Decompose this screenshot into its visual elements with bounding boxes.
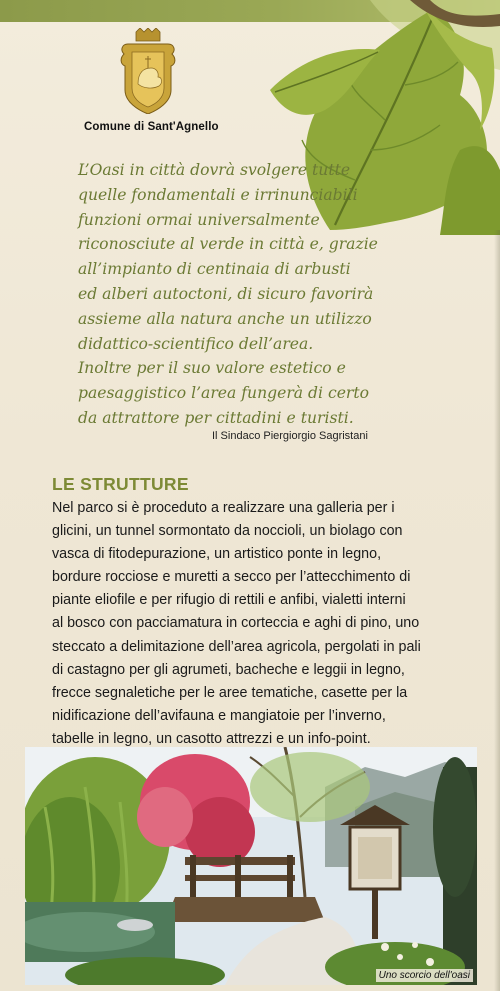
paragraph-line: Nel parco si è proceduto a realizzare una galleria per i — [52, 500, 395, 516]
paragraph-line: glicini, un tunnel sormontato da noccioli, un biolago con — [52, 523, 403, 540]
paragraph-line: nidificazione dell’avifauna e mangiatoie per l’inverno, — [52, 707, 386, 724]
page-edge-shadow — [494, 230, 500, 991]
quote-line: Inoltre per il suo valore estetico e — [78, 359, 346, 378]
quote-line: quelle fondamentali e irrinunciabili — [78, 185, 358, 204]
quote-line: riconosciute al verde in città e, grazie — [78, 235, 378, 254]
mayor-quote — [78, 158, 408, 431]
paragraph-line: al bosco con pacciamatura in corteccia e aghi di pino, uno — [52, 615, 420, 632]
park-scene-image — [25, 747, 477, 985]
paragraph-line: di castagno per gli agrumeti, bacheche e leggii in legno, — [52, 661, 405, 678]
photo-caption: Uno scorcio dell'oasi — [376, 969, 473, 982]
paragraph-line: piante eliofile e per rifugio di rettili e anfibi, vialetti interni — [52, 592, 406, 609]
paragraph-line: bordure rocciose e muretti a secco per l’attecchimento di — [52, 569, 411, 586]
paragraph-line: steccato a delimitazione dell’area agricola, pergolati in pali — [52, 638, 421, 655]
park-photo — [25, 747, 477, 985]
quote-line: didattico-scientifico dell’area. — [78, 334, 314, 353]
quote-line: assieme alla natura anche un utilizzo — [78, 309, 372, 328]
paragraph-line: vasca di fitodepurazione, un artistico ponte in legno, — [52, 546, 382, 563]
paragraph-line: frecce segnaletiche per le aree tematiche, casette per la — [52, 684, 408, 701]
quote-signature: Il Sindaco Piergiorgio Sagristani — [212, 430, 368, 442]
quote-line: all’impianto di centinaia di arbusti — [78, 260, 351, 279]
municipality-name: Comune di Sant'Agnello — [84, 121, 219, 133]
municipal-crest-logo — [118, 28, 178, 114]
structures-paragraph — [52, 497, 488, 751]
quote-line: paesaggistico l’area fungerà di certo — [78, 384, 370, 403]
paragraph-line: tabelle in legno, un casotto attrezzi e un info-point. — [52, 730, 371, 747]
quote-line: da attrattore per cittadini e turisti. — [78, 408, 354, 427]
section-title: LE STRUTTURE — [52, 474, 189, 494]
quote-line: L’Oasi in città dovrà svolgere tutte — [78, 161, 351, 179]
quote-line: ed alberi autoctoni, di sicuro favorirà — [78, 284, 374, 303]
quote-line: funzioni ormai universalmente — [78, 210, 320, 229]
